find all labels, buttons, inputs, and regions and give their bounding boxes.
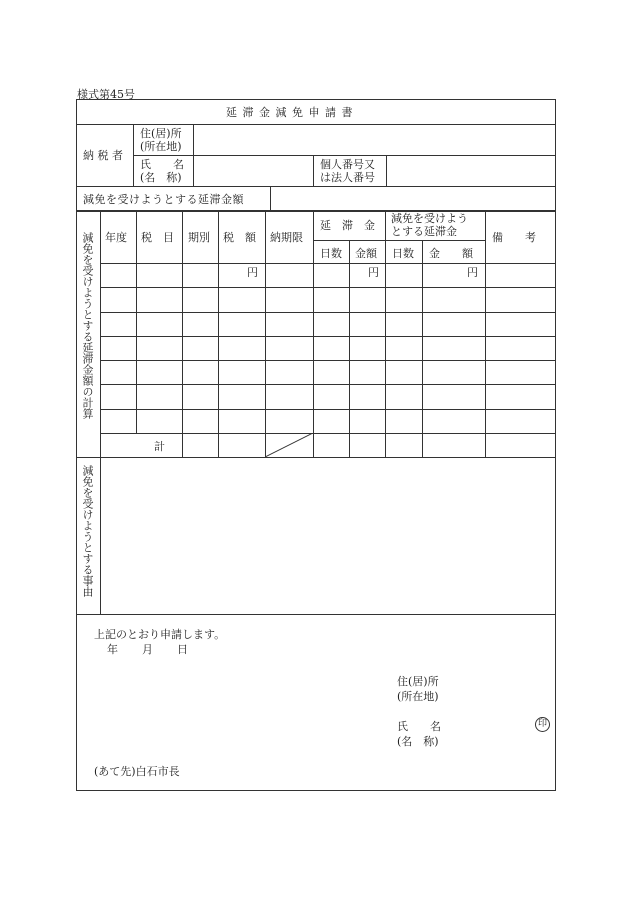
divider [422, 240, 423, 457]
reason-label: 減免を受けようとする事由 [81, 465, 94, 597]
col-remarks: 備 考 [492, 231, 536, 244]
divider [100, 287, 556, 288]
divider [485, 211, 486, 457]
yen-unit: 円 [467, 266, 478, 279]
date-year: 年 [107, 643, 118, 656]
name-field[interactable] [194, 156, 312, 186]
yen-unit: 円 [368, 266, 379, 279]
applicant-address-label: 住(居)所 (所在地) [397, 675, 439, 703]
divider [100, 360, 556, 361]
declaration-text: 上記のとおり申請します。 [94, 628, 226, 641]
date-month: 月 [142, 643, 153, 656]
col-reduced-fee: 減免を受けよう とする延滞金 [391, 212, 468, 238]
divider [265, 211, 266, 457]
id-number-label: 個人番号又 は法人番号 [320, 158, 375, 184]
divider [100, 211, 101, 457]
divider [100, 409, 556, 410]
col-tax-item: 税 目 [141, 231, 174, 244]
date-day: 日 [177, 643, 188, 656]
col-days-2: 日数 [392, 247, 414, 260]
divider [313, 211, 314, 457]
address-field[interactable] [194, 125, 555, 155]
seal-mark: 印 [535, 717, 550, 732]
divider [313, 155, 314, 186]
yen-unit: 円 [247, 266, 258, 279]
reduction-amount-field[interactable] [271, 187, 555, 210]
form-number: 様式第45号 [77, 88, 135, 101]
col-amount-2: 金 額 [429, 247, 473, 260]
total-label: 計 [154, 440, 165, 453]
divider [100, 312, 556, 313]
divider [313, 240, 485, 241]
col-amount: 金額 [355, 247, 377, 260]
id-number-field[interactable] [387, 156, 555, 186]
form-title: 延 滞 金 減 免 申 請 書 [226, 106, 354, 119]
divider [76, 210, 556, 212]
reduction-amount-label: 減免を受けようとする延滞金額 [83, 193, 244, 206]
divider [136, 211, 137, 433]
col-period: 期別 [188, 231, 210, 244]
divider [100, 336, 556, 337]
col-late-fee: 延 滞 金 [320, 219, 375, 232]
divider [100, 384, 556, 385]
divider [100, 263, 556, 264]
col-tax-amount: 税 額 [223, 231, 256, 244]
divider [182, 211, 183, 457]
col-due-date: 納期限 [270, 231, 303, 244]
col-year: 年度 [105, 231, 127, 244]
name-label: 氏 名 (名 称) [140, 158, 184, 184]
reason-field[interactable] [101, 458, 555, 613]
divider [218, 211, 219, 457]
divider [100, 433, 556, 434]
diagonal-slash [265, 433, 313, 457]
addressee: (あて先)白石市長 [94, 765, 180, 778]
address-label: 住(居)所 (所在地) [140, 127, 182, 153]
taxpayer-label: 納 税 者 [83, 149, 123, 162]
calc-section-label: 減免を受けようとする延滞金額の計算 [81, 232, 94, 419]
divider [385, 211, 386, 457]
divider [349, 240, 350, 457]
divider [76, 614, 556, 615]
applicant-name-label: 氏 名 (名 称) [397, 720, 441, 748]
col-days: 日数 [320, 247, 342, 260]
